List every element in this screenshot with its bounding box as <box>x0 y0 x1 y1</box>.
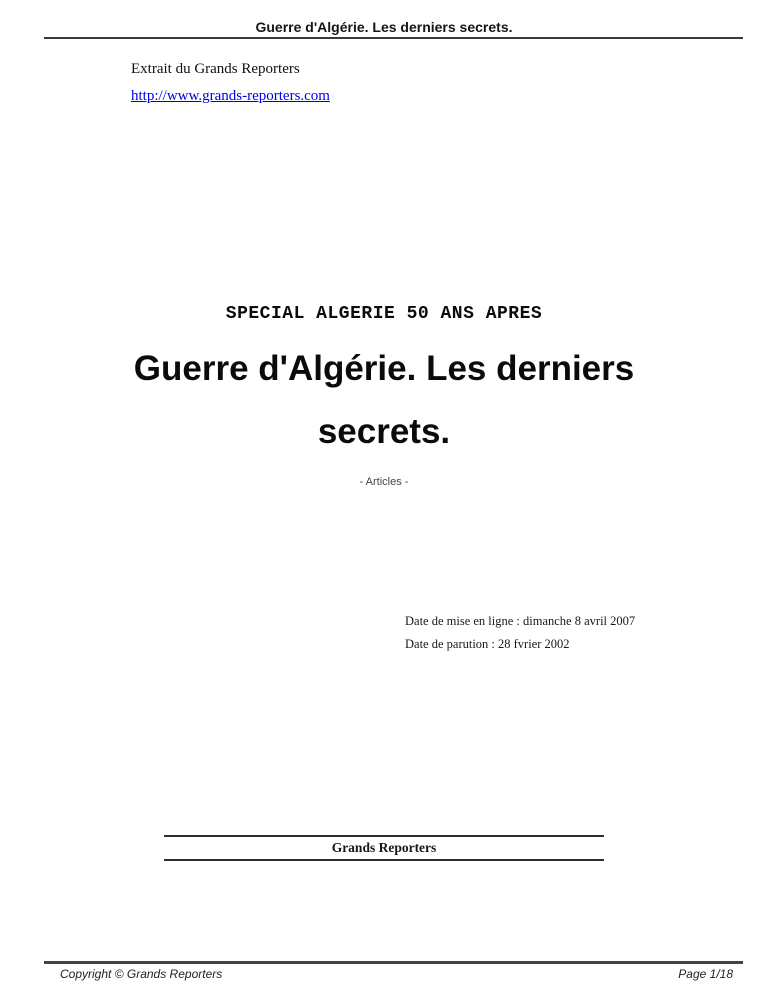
dates-block <box>405 610 635 656</box>
publisher-name: Grands Reporters <box>331 840 437 855</box>
series-kicker: SPECIAL ALGERIE 50 ANS APRES <box>225 304 543 324</box>
footer-copyright: Copyright © Grands Reporters <box>60 967 223 981</box>
footer-page-number: Page 1/18 <box>678 967 733 981</box>
running-header-title: Guerre d'Algérie. Les derniers secrets. <box>255 19 513 35</box>
document-title-line2: secrets. <box>317 412 451 451</box>
publisher-divider-bottom <box>164 859 604 861</box>
document-title <box>0 337 768 463</box>
extrait-label: Extrait du Grands Reporters <box>131 61 300 77</box>
document-title-line1: Guerre d'Algérie. Les derniers <box>133 349 635 388</box>
footer-divider <box>44 961 743 964</box>
date-online: Date de mise en ligne : dimanche 8 avril 2007 <box>405 614 636 628</box>
articles-subtitle: - Articles - <box>359 476 409 488</box>
source-link[interactable]: http://www.grands-reporters.com <box>131 88 330 104</box>
header-divider <box>44 37 743 39</box>
date-parution: Date de parution : 28 fvrier 2002 <box>405 637 570 651</box>
